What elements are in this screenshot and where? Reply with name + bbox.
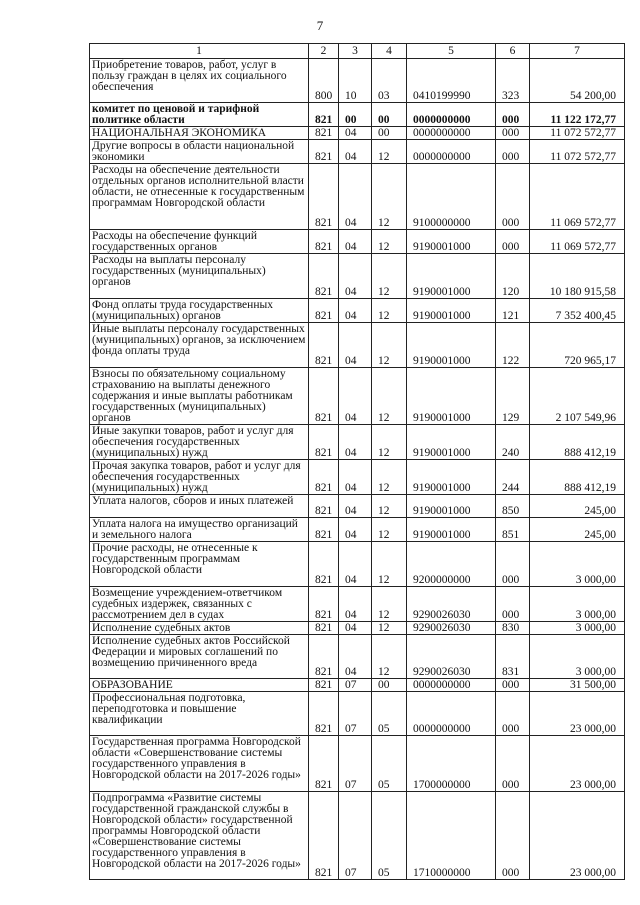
row-section-cell: 04	[339, 635, 372, 679]
table-row	[90, 164, 625, 230]
table-row	[90, 254, 625, 299]
row-name-cell: Профессиональная подготовка, переподготовка и повышение квалификации	[90, 692, 309, 736]
header-cell: 2	[309, 44, 339, 59]
row-amount-cell: 11 069 572,77	[530, 164, 625, 230]
row-expense-type-cell: 000	[496, 230, 530, 254]
row-expense-type-cell: 000	[496, 679, 530, 692]
row-section-cell: 07	[339, 792, 372, 880]
header-cell: 7	[530, 44, 625, 59]
table-row	[90, 495, 625, 518]
row-code-cell: 821	[309, 792, 339, 880]
row-code-cell: 821	[309, 103, 339, 127]
row-expense-type-cell: 244	[496, 460, 530, 495]
header-cell: 3	[339, 44, 372, 59]
table-row	[90, 635, 625, 679]
row-subsection-cell: 03	[372, 59, 407, 103]
row-target-cell: 9290026030	[407, 635, 496, 679]
row-expense-type-cell: 000	[496, 736, 530, 792]
row-subsection-cell: 12	[372, 323, 407, 368]
table-row	[90, 622, 625, 635]
row-target-cell: 1700000000	[407, 736, 496, 792]
row-subsection-cell: 12	[372, 635, 407, 679]
row-code-cell: 821	[309, 518, 339, 542]
row-section-cell: 07	[339, 679, 372, 692]
row-expense-type-cell: 121	[496, 299, 530, 323]
row-code-cell: 821	[309, 323, 339, 368]
row-subsection-cell: 00	[372, 127, 407, 140]
row-amount-cell: 3 000,00	[530, 587, 625, 622]
row-name-cell: Прочие расходы, не отнесенные к государственным программам Новгородской области	[90, 542, 309, 587]
row-amount-cell: 2 107 549,96	[530, 368, 625, 425]
row-code-cell: 821	[309, 635, 339, 679]
table-row	[90, 368, 625, 425]
table-row	[90, 460, 625, 495]
row-expense-type-cell: 120	[496, 254, 530, 299]
row-target-cell: 9100000000	[407, 164, 496, 230]
row-target-cell: 9190001000	[407, 230, 496, 254]
row-section-cell: 04	[339, 622, 372, 635]
row-name-cell: НАЦИОНАЛЬНАЯ ЭКОНОМИКА	[90, 127, 309, 140]
table-header-row	[90, 44, 625, 59]
budget-table	[89, 43, 625, 880]
row-code-cell: 821	[309, 622, 339, 635]
row-target-cell: 9190001000	[407, 518, 496, 542]
table-row	[90, 792, 625, 880]
row-amount-cell: 7 352 400,45	[530, 299, 625, 323]
row-section-cell: 07	[339, 692, 372, 736]
table-row	[90, 59, 625, 103]
row-code-cell: 821	[309, 368, 339, 425]
row-target-cell: 9190001000	[407, 460, 496, 495]
row-expense-type-cell: 831	[496, 635, 530, 679]
row-code-cell: 800	[309, 59, 339, 103]
table-row	[90, 587, 625, 622]
row-section-cell: 04	[339, 495, 372, 518]
row-section-cell: 04	[339, 518, 372, 542]
row-expense-type-cell: 850	[496, 495, 530, 518]
table-row	[90, 736, 625, 792]
row-name-cell: ОБРАЗОВАНИЕ	[90, 679, 309, 692]
row-target-cell: 9190001000	[407, 254, 496, 299]
row-code-cell: 821	[309, 127, 339, 140]
row-name-cell: Расходы на обеспечение деятельности отдельных органов исполнительной власти области, не отнесенные к государственным программам Новгородской области	[90, 164, 309, 230]
row-subsection-cell: 12	[372, 587, 407, 622]
row-name-cell: Иные закупки товаров, работ и услуг для обеспечения государственных (муниципальных) нужд	[90, 425, 309, 460]
row-amount-cell: 245,00	[530, 518, 625, 542]
table-row	[90, 679, 625, 692]
row-name-cell: комитет по ценовой и тарифной политике области	[90, 103, 309, 127]
row-target-cell: 9190001000	[407, 368, 496, 425]
table-row	[90, 542, 625, 587]
row-amount-cell: 11 069 572,77	[530, 230, 625, 254]
row-name-cell: Фонд оплаты труда государственных (муниципальных) органов	[90, 299, 309, 323]
row-name-cell: Взносы по обязательному социальному страхованию на выплаты денежного содержания и иные выплаты работникам государственных (муниципальных) органов	[90, 368, 309, 425]
row-section-cell: 04	[339, 140, 372, 164]
row-expense-type-cell: 000	[496, 103, 530, 127]
row-subsection-cell: 12	[372, 425, 407, 460]
row-amount-cell: 3 000,00	[530, 635, 625, 679]
row-target-cell: 0000000000	[407, 127, 496, 140]
row-subsection-cell: 05	[372, 792, 407, 880]
row-expense-type-cell: 000	[496, 792, 530, 880]
row-name-cell: Приобретение товаров, работ, услуг в пользу граждан в целях их социального обеспечения	[90, 59, 309, 103]
row-name-cell: Исполнение судебных актов	[90, 622, 309, 635]
row-subsection-cell: 00	[372, 679, 407, 692]
row-section-cell: 04	[339, 164, 372, 230]
row-amount-cell: 11 072 572,77	[530, 127, 625, 140]
row-code-cell: 821	[309, 164, 339, 230]
row-code-cell: 821	[309, 736, 339, 792]
row-target-cell: 9190001000	[407, 299, 496, 323]
row-section-cell: 07	[339, 736, 372, 792]
row-subsection-cell: 12	[372, 299, 407, 323]
row-target-cell: 9290026030	[407, 622, 496, 635]
row-amount-cell: 23 000,00	[530, 736, 625, 792]
row-code-cell: 821	[309, 425, 339, 460]
row-code-cell: 821	[309, 299, 339, 323]
header-cell: 6	[496, 44, 530, 59]
row-amount-cell: 11 072 572,77	[530, 140, 625, 164]
row-target-cell: 9190001000	[407, 425, 496, 460]
row-target-cell: 0000000000	[407, 140, 496, 164]
row-subsection-cell: 12	[372, 140, 407, 164]
row-subsection-cell: 05	[372, 736, 407, 792]
row-expense-type-cell: 000	[496, 127, 530, 140]
row-expense-type-cell: 830	[496, 622, 530, 635]
row-section-cell: 04	[339, 299, 372, 323]
row-code-cell: 821	[309, 230, 339, 254]
row-subsection-cell: 12	[372, 542, 407, 587]
row-expense-type-cell: 000	[496, 140, 530, 164]
row-amount-cell: 888 412,19	[530, 425, 625, 460]
header-cell: 4	[372, 44, 407, 59]
row-code-cell: 821	[309, 542, 339, 587]
row-section-cell: 04	[339, 368, 372, 425]
row-code-cell: 821	[309, 495, 339, 518]
row-name-cell: Уплата налогов, сборов и иных платежей	[90, 495, 309, 518]
row-amount-cell: 11 122 172,77	[530, 103, 625, 127]
row-section-cell: 04	[339, 425, 372, 460]
table-row	[90, 425, 625, 460]
row-subsection-cell: 12	[372, 164, 407, 230]
row-subsection-cell: 05	[372, 692, 407, 736]
row-code-cell: 821	[309, 460, 339, 495]
row-code-cell: 821	[309, 254, 339, 299]
row-section-cell: 04	[339, 460, 372, 495]
row-code-cell: 821	[309, 679, 339, 692]
table-row	[90, 140, 625, 164]
row-name-cell: Иные выплаты персоналу государственных (муниципальных) органов, за исключением фонда оплаты труда	[90, 323, 309, 368]
row-target-cell: 9190001000	[407, 495, 496, 518]
row-target-cell: 9290026030	[407, 587, 496, 622]
row-expense-type-cell: 323	[496, 59, 530, 103]
row-section-cell: 04	[339, 323, 372, 368]
page-number: 7	[316, 18, 324, 33]
row-name-cell: Расходы на обеспечение функций государственных органов	[90, 230, 309, 254]
row-section-cell: 10	[339, 59, 372, 103]
table-row	[90, 323, 625, 368]
table-row	[90, 299, 625, 323]
row-amount-cell: 23 000,00	[530, 792, 625, 880]
row-amount-cell: 10 180 915,58	[530, 254, 625, 299]
row-expense-type-cell: 000	[496, 542, 530, 587]
row-amount-cell: 3 000,00	[530, 542, 625, 587]
table-row	[90, 230, 625, 254]
row-subsection-cell: 12	[372, 622, 407, 635]
row-amount-cell: 3 000,00	[530, 622, 625, 635]
row-expense-type-cell: 240	[496, 425, 530, 460]
row-code-cell: 821	[309, 140, 339, 164]
table-row	[90, 692, 625, 736]
row-name-cell: Возмещение учреждением-ответчиком судебных издержек, связанных с рассмотрением дел в судах	[90, 587, 309, 622]
row-name-cell: Исполнение судебных актов Российской Федерации и мировых соглашений по возмещению причиненного вреда	[90, 635, 309, 679]
row-section-cell: 00	[339, 103, 372, 127]
row-subsection-cell: 12	[372, 368, 407, 425]
row-expense-type-cell: 000	[496, 587, 530, 622]
row-name-cell: Прочая закупка товаров, работ и услуг для обеспечения государственных (муниципальных) нужд	[90, 460, 309, 495]
row-subsection-cell: 00	[372, 103, 407, 127]
row-section-cell: 04	[339, 587, 372, 622]
row-amount-cell: 888 412,19	[530, 460, 625, 495]
row-expense-type-cell: 000	[496, 692, 530, 736]
row-name-cell: Подпрограмма «Развитие системы государственной гражданской службы в Новгородской области» государственной программы Новгородской области «Совершенствование системы государственного управления в Новгородской области на 2017-2026 годы»	[90, 792, 309, 880]
row-subsection-cell: 12	[372, 460, 407, 495]
row-target-cell: 0000000000	[407, 103, 496, 127]
row-code-cell: 821	[309, 587, 339, 622]
row-section-cell: 04	[339, 230, 372, 254]
row-amount-cell: 23 000,00	[530, 692, 625, 736]
row-target-cell: 9200000000	[407, 542, 496, 587]
row-section-cell: 04	[339, 127, 372, 140]
row-target-cell: 0000000000	[407, 692, 496, 736]
row-section-cell: 04	[339, 542, 372, 587]
row-expense-type-cell: 129	[496, 368, 530, 425]
row-expense-type-cell: 851	[496, 518, 530, 542]
row-section-cell: 04	[339, 254, 372, 299]
row-target-cell: 1710000000	[407, 792, 496, 880]
row-name-cell: Государственная программа Новгородской области «Совершенствование системы государственного управления в Новгородской области на 2017-2026 годы»	[90, 736, 309, 792]
row-amount-cell: 54 200,00	[530, 59, 625, 103]
row-subsection-cell: 12	[372, 495, 407, 518]
table-row	[90, 103, 625, 127]
row-expense-type-cell: 000	[496, 164, 530, 230]
row-subsection-cell: 12	[372, 230, 407, 254]
header-cell: 1	[90, 44, 309, 59]
row-subsection-cell: 12	[372, 254, 407, 299]
row-code-cell: 821	[309, 692, 339, 736]
row-target-cell: 0410199990	[407, 59, 496, 103]
row-target-cell: 9190001000	[407, 323, 496, 368]
header-cell: 5	[407, 44, 496, 59]
row-expense-type-cell: 122	[496, 323, 530, 368]
row-target-cell: 0000000000	[407, 679, 496, 692]
table-row	[90, 127, 625, 140]
row-subsection-cell: 12	[372, 518, 407, 542]
row-amount-cell: 720 965,17	[530, 323, 625, 368]
table-row	[90, 518, 625, 542]
row-name-cell: Уплата налога на имущество организаций и земельного налога	[90, 518, 309, 542]
row-name-cell: Другие вопросы в области национальной экономики	[90, 140, 309, 164]
row-amount-cell: 31 500,00	[530, 679, 625, 692]
row-name-cell: Расходы на выплаты персоналу государственных (муниципальных) органов	[90, 254, 309, 299]
row-amount-cell: 245,00	[530, 495, 625, 518]
